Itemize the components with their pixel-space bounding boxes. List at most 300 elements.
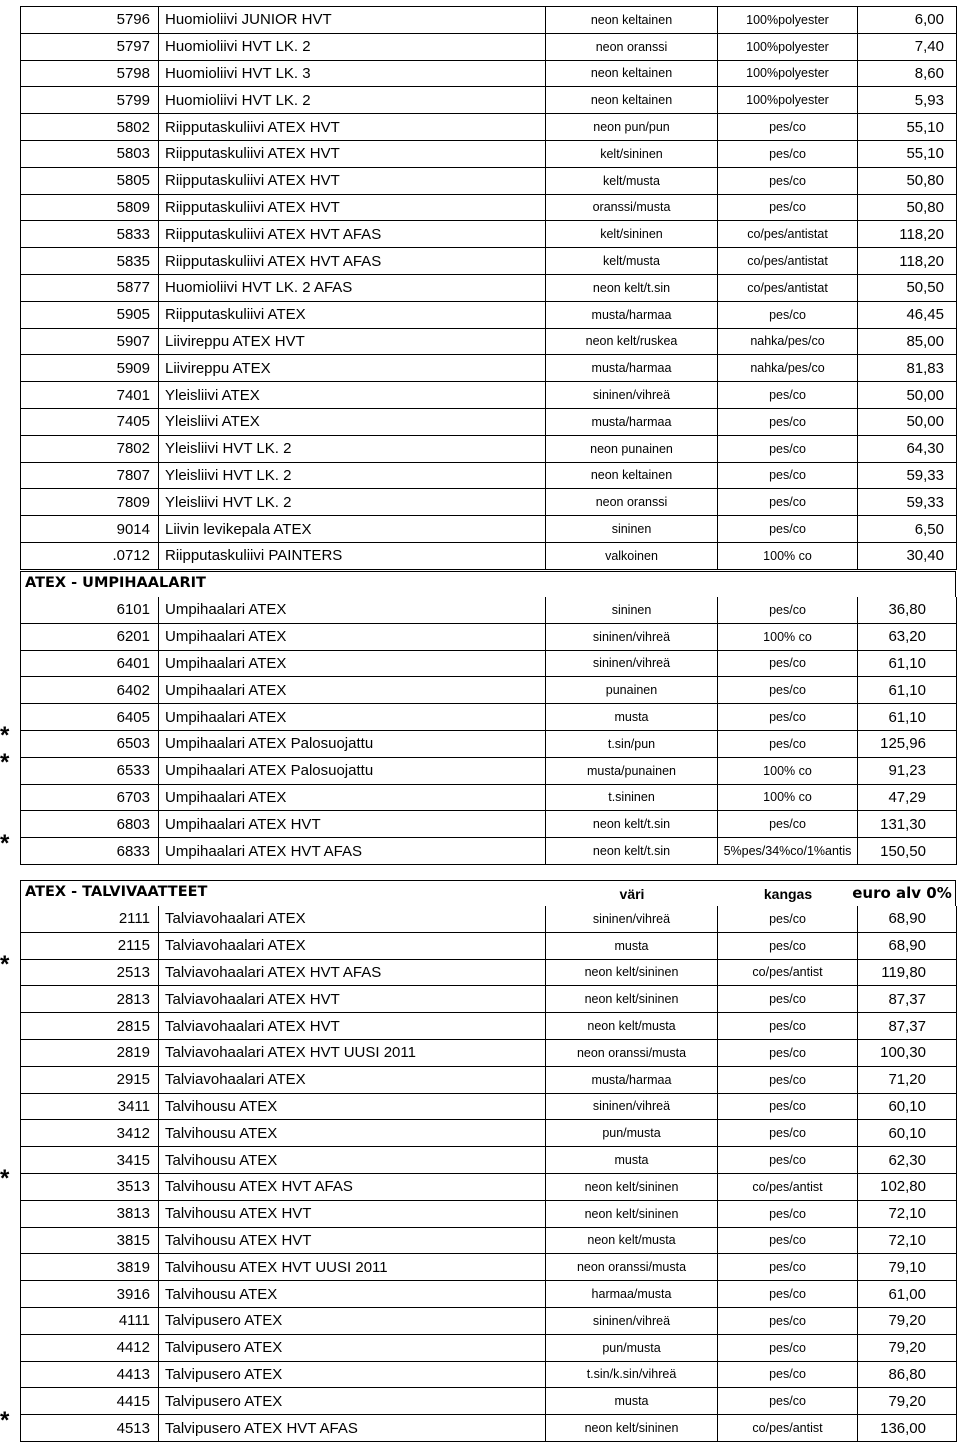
section-header-talvivaatteet [20,880,956,906]
product-fabric: pes/co [718,1361,858,1388]
product-fabric: pes/co [718,382,858,409]
product-code: 5797 [21,33,159,60]
product-code: 7807 [21,462,159,489]
table-row [21,704,957,731]
product-price: 59,33 [858,489,957,516]
product-price: 118,20 [858,221,957,248]
product-code: 7809 [21,489,159,516]
product-code: 6401 [21,650,159,677]
product-fabric: pes/co [718,677,858,704]
product-name: Yleisliivi HVT LK. 2 [159,435,546,462]
star-marker: * [0,829,10,857]
product-color: neon keltainen [546,7,718,34]
product-name: Huomioliivi HVT LK. 2 [159,87,546,114]
product-name: Huomioliivi JUNIOR HVT [159,7,546,34]
product-code: 6533 [21,757,159,784]
product-color: neon oranssi [546,33,718,60]
table-row [21,1147,957,1174]
table-row [21,435,957,462]
table-row [21,1415,957,1442]
product-fabric: pes/co [718,986,858,1013]
product-price: 64,30 [858,435,957,462]
product-price: 87,37 [858,1013,957,1040]
table-row [21,355,957,382]
product-code: 2513 [21,959,159,986]
star-marker: * [0,951,10,979]
product-price: 62,30 [858,1147,957,1174]
product-code: 5799 [21,87,159,114]
product-fabric: pes/co [718,489,858,516]
product-code: 4513 [21,1415,159,1442]
product-code: 3411 [21,1093,159,1120]
table-row [21,140,957,167]
product-price: 68,90 [858,932,957,959]
product-price: 46,45 [858,301,957,328]
product-color: sininen/vihreä [546,623,718,650]
table-row [21,489,957,516]
table-row [21,1307,957,1334]
product-name: Liivireppu ATEX HVT [159,328,546,355]
product-name: Liivireppu ATEX [159,355,546,382]
product-code: 5909 [21,355,159,382]
product-color: oranssi/musta [546,194,718,221]
product-price: 61,10 [858,650,957,677]
product-name: Huomioliivi HVT LK. 2 [159,33,546,60]
product-name: Umpihaalari ATEX [159,597,546,623]
table-row [21,1227,957,1254]
product-fabric: pes/co [718,140,858,167]
product-name: Talviavohaalari ATEX HVT UUSI 2011 [159,1039,546,1066]
product-price: 50,50 [858,274,957,301]
table-row [21,60,957,87]
product-fabric: co/pes/antistat [718,221,858,248]
product-fabric: pes/co [718,1227,858,1254]
product-price: 125,96 [858,730,957,757]
product-fabric: pes/co [718,1093,858,1120]
star-marker: * [0,722,10,750]
product-fabric: pes/co [718,301,858,328]
product-fabric: pes/co [718,462,858,489]
product-fabric: 100% co [718,542,858,569]
overall-price-table [20,597,957,865]
product-fabric: 100% co [718,757,858,784]
product-fabric: co/pes/antist [718,1173,858,1200]
table-row [21,301,957,328]
product-name: Riipputaskuliivi ATEX HVT AFAS [159,221,546,248]
table-row [21,87,957,114]
product-code: 7405 [21,408,159,435]
product-price: 55,10 [858,140,957,167]
product-name: Talvihousu ATEX HVT AFAS [159,1173,546,1200]
product-fabric: pes/co [718,1307,858,1334]
product-price: 61,10 [858,704,957,731]
product-code: 7401 [21,382,159,409]
product-name: Umpihaalari ATEX [159,677,546,704]
column-header-price: euro alv 0% [852,884,952,902]
product-fabric: pes/co [718,1039,858,1066]
product-name: Talviavohaalari ATEX [159,932,546,959]
product-color: sininen/vihreä [546,382,718,409]
product-color: kelt/sininen [546,221,718,248]
product-fabric: 100% co [718,784,858,811]
product-color: neon keltainen [546,462,718,489]
product-code: 3415 [21,1147,159,1174]
product-code: 6101 [21,597,159,623]
product-code: 6803 [21,811,159,838]
product-color: sininen [546,597,718,623]
product-price: 79,10 [858,1254,957,1281]
product-price: 61,10 [858,677,957,704]
table-row [21,542,957,569]
table-row [21,382,957,409]
product-code: 4111 [21,1307,159,1334]
product-name: Huomioliivi HVT LK. 3 [159,60,546,87]
product-fabric: pes/co [718,906,858,932]
product-fabric: co/pes/antistat [718,274,858,301]
product-code: 3513 [21,1173,159,1200]
product-price: 87,37 [858,986,957,1013]
product-name: Talviavohaalari ATEX HVT [159,1013,546,1040]
product-code: 4413 [21,1361,159,1388]
product-name: Riipputaskuliivi ATEX HVT [159,114,546,141]
product-price: 150,50 [858,838,957,865]
table-row [21,462,957,489]
product-fabric: pes/co [718,114,858,141]
winter-rows [21,906,957,1441]
product-code: 4415 [21,1388,159,1415]
table-row [21,1013,957,1040]
product-name: Riipputaskuliivi PAINTERS [159,542,546,569]
product-price: 118,20 [858,248,957,275]
table-row [21,221,957,248]
product-name: Talviavohaalari ATEX HVT [159,986,546,1013]
product-name: Umpihaalari ATEX [159,623,546,650]
table-row [21,1281,957,1308]
product-code: 4412 [21,1334,159,1361]
table-row [21,650,957,677]
table-row [21,959,957,986]
product-color: sininen/vihreä [546,1093,718,1120]
winter-price-table [20,906,957,1442]
product-color: neon keltainen [546,87,718,114]
table-row [21,811,957,838]
product-price: 63,20 [858,623,957,650]
product-name: Talvihousu ATEX [159,1093,546,1120]
product-code: 5877 [21,274,159,301]
product-color: punainen [546,677,718,704]
product-price: 119,80 [858,959,957,986]
product-code: 3916 [21,1281,159,1308]
product-code: 6503 [21,730,159,757]
product-price: 55,10 [858,114,957,141]
table-row [21,7,957,34]
product-name: Yleisliivi ATEX [159,382,546,409]
product-name: Umpihaalari ATEX [159,784,546,811]
product-color: valkoinen [546,542,718,569]
product-fabric: pes/co [718,932,858,959]
product-price: 59,33 [858,462,957,489]
product-price: 50,80 [858,194,957,221]
table-row [21,906,957,932]
table-row [21,248,957,275]
product-price: 81,83 [858,355,957,382]
product-fabric: pes/co [718,1013,858,1040]
product-color: neon kelt/t.sin [546,838,718,865]
table-row [21,784,957,811]
product-name: Umpihaalari ATEX HVT [159,811,546,838]
product-code: 2819 [21,1039,159,1066]
product-fabric: pes/co [718,1334,858,1361]
star-marker: * [0,749,10,777]
product-color: sininen/vihreä [546,650,718,677]
product-name: Talvipusero ATEX [159,1334,546,1361]
product-price: 6,00 [858,7,957,34]
section-header-umpihaalarit [20,571,956,597]
product-fabric: pes/co [718,435,858,462]
product-fabric: pes/co [718,1281,858,1308]
product-name: Huomioliivi HVT LK. 2 AFAS [159,274,546,301]
product-price: 91,23 [858,757,957,784]
product-name: Talvihousu ATEX [159,1281,546,1308]
product-color: t.sininen [546,784,718,811]
product-color: neon oranssi [546,489,718,516]
product-color: t.sin/k.sin/vihreä [546,1361,718,1388]
table-row [21,1388,957,1415]
product-code: 5809 [21,194,159,221]
product-fabric: nahka/pes/co [718,355,858,382]
product-price: 79,20 [858,1334,957,1361]
table-row [21,986,957,1013]
product-fabric: pes/co [718,730,858,757]
product-color: kelt/musta [546,248,718,275]
product-color: harmaa/musta [546,1281,718,1308]
product-code: 6833 [21,838,159,865]
product-color: musta/harmaa [546,1066,718,1093]
product-color: musta [546,704,718,731]
product-price: 79,20 [858,1388,957,1415]
product-color: musta [546,1388,718,1415]
product-name: Talvipusero ATEX [159,1361,546,1388]
product-color: neon kelt/ruskea [546,328,718,355]
product-color: neon kelt/sininen [546,1173,718,1200]
star-marker: * [0,1165,10,1193]
product-code: 5796 [21,7,159,34]
product-code: 5905 [21,301,159,328]
product-code: 2813 [21,986,159,1013]
table-row [21,730,957,757]
product-code: 3412 [21,1120,159,1147]
product-color: neon kelt/t.sin [546,274,718,301]
table-row [21,516,957,543]
product-fabric: pes/co [718,1388,858,1415]
product-fabric: pes/co [718,650,858,677]
table-row [21,1093,957,1120]
product-color: musta [546,932,718,959]
product-name: Yleisliivi HVT LK. 2 [159,462,546,489]
column-header-fabric: kangas [763,886,813,902]
product-code: 5803 [21,140,159,167]
product-name: Talviavohaalari ATEX [159,1066,546,1093]
product-price: 50,00 [858,408,957,435]
product-price: 102,80 [858,1173,957,1200]
product-fabric: pes/co [718,1066,858,1093]
table-row [21,932,957,959]
product-price: 71,20 [858,1066,957,1093]
product-name: Riipputaskuliivi ATEX HVT AFAS [159,248,546,275]
column-header-color: väri [619,886,645,902]
product-code: 5802 [21,114,159,141]
product-price: 72,10 [858,1200,957,1227]
product-code: 7802 [21,435,159,462]
product-fabric: pes/co [718,1147,858,1174]
product-name: Talvipusero ATEX [159,1388,546,1415]
table-row [21,167,957,194]
product-price: 30,40 [858,542,957,569]
product-code: 5907 [21,328,159,355]
product-color: musta/harmaa [546,355,718,382]
product-fabric: 5%pes/34%co/1%antis [718,838,858,865]
product-fabric: pes/co [718,704,858,731]
product-color: neon kelt/sininen [546,959,718,986]
product-code: 5805 [21,167,159,194]
product-color: musta/harmaa [546,301,718,328]
table-row [21,1173,957,1200]
product-fabric: 100%polyester [718,87,858,114]
product-code: 5833 [21,221,159,248]
product-name: Riipputaskuliivi ATEX [159,301,546,328]
product-color: neon kelt/musta [546,1013,718,1040]
product-price: 60,10 [858,1120,957,1147]
product-color: neon kelt/t.sin [546,811,718,838]
product-name: Umpihaalari ATEX Palosuojattu [159,730,546,757]
product-price: 50,80 [858,167,957,194]
product-fabric: pes/co [718,811,858,838]
product-code: 9014 [21,516,159,543]
table-row [21,33,957,60]
section-title: ATEX - UMPIHAALARIT [25,575,206,591]
product-name: Umpihaalari ATEX [159,650,546,677]
product-price: 60,10 [858,1093,957,1120]
product-color: neon punainen [546,435,718,462]
product-color: sininen [546,516,718,543]
product-price: 79,20 [858,1307,957,1334]
product-color: neon kelt/musta [546,1227,718,1254]
product-name: Talviavohaalari ATEX [159,906,546,932]
table-row [21,194,957,221]
product-name: Talvihousu ATEX HVT [159,1227,546,1254]
product-name: Yleisliivi ATEX [159,408,546,435]
product-name: Riipputaskuliivi ATEX HVT [159,194,546,221]
product-name: Talviavohaalari ATEX HVT AFAS [159,959,546,986]
product-name: Talvihousu ATEX [159,1120,546,1147]
product-price: 6,50 [858,516,957,543]
table-row [21,408,957,435]
product-code: 3813 [21,1200,159,1227]
product-fabric: pes/co [718,408,858,435]
product-name: Talvipusero ATEX [159,1307,546,1334]
table-row [21,1066,957,1093]
product-price: 50,00 [858,382,957,409]
table-row [21,1120,957,1147]
product-name: Riipputaskuliivi ATEX HVT [159,140,546,167]
table-row [21,1334,957,1361]
product-fabric: pes/co [718,1120,858,1147]
product-name: Umpihaalari ATEX [159,704,546,731]
product-name: Talvipusero ATEX HVT AFAS [159,1415,546,1442]
product-price: 85,00 [858,328,957,355]
product-price: 136,00 [858,1415,957,1442]
product-color: neon kelt/sininen [546,1415,718,1442]
product-color: neon kelt/sininen [546,986,718,1013]
product-price: 61,00 [858,1281,957,1308]
overall-rows [21,597,957,864]
table-row [21,1254,957,1281]
product-color: neon oranssi/musta [546,1039,718,1066]
product-code: .0712 [21,542,159,569]
product-name: Talvihousu ATEX HVT UUSI 2011 [159,1254,546,1281]
product-color: neon pun/pun [546,114,718,141]
product-price: 47,29 [858,784,957,811]
product-code: 2115 [21,932,159,959]
table-row [21,114,957,141]
table-row [21,1039,957,1066]
product-color: t.sin/pun [546,730,718,757]
product-color: sininen/vihreä [546,906,718,932]
product-code: 6405 [21,704,159,731]
product-color: neon oranssi/musta [546,1254,718,1281]
product-fabric: 100%polyester [718,33,858,60]
table-row [21,757,957,784]
product-code: 6703 [21,784,159,811]
product-code: 2815 [21,1013,159,1040]
product-color: neon keltainen [546,60,718,87]
table-row [21,1200,957,1227]
product-price: 68,90 [858,906,957,932]
product-code: 2111 [21,906,159,932]
product-price: 7,40 [858,33,957,60]
star-marker: * [0,1406,10,1434]
product-price: 131,30 [858,811,957,838]
product-color: kelt/sininen [546,140,718,167]
product-price: 100,30 [858,1039,957,1066]
product-fabric: co/pes/antist [718,1415,858,1442]
product-color: sininen/vihreä [546,1307,718,1334]
product-name: Talvihousu ATEX HVT [159,1200,546,1227]
product-fabric: pes/co [718,597,858,623]
product-code: 6402 [21,677,159,704]
product-color: neon kelt/sininen [546,1200,718,1227]
table-row [21,623,957,650]
table-row [21,838,957,865]
product-price: 86,80 [858,1361,957,1388]
product-code: 3815 [21,1227,159,1254]
product-color: musta/harmaa [546,408,718,435]
table-row [21,274,957,301]
product-price: 8,60 [858,60,957,87]
product-code: 5798 [21,60,159,87]
product-name: Talvihousu ATEX [159,1147,546,1174]
product-color: pun/musta [546,1334,718,1361]
table-row [21,328,957,355]
section-title: ATEX - TALVIVAATTEET [25,884,208,900]
product-fabric: co/pes/antist [718,959,858,986]
product-fabric: 100% co [718,623,858,650]
table-row [21,1361,957,1388]
product-name: Liivin levikepala ATEX [159,516,546,543]
product-fabric: 100%polyester [718,7,858,34]
product-price: 36,80 [858,597,957,623]
product-name: Yleisliivi HVT LK. 2 [159,489,546,516]
